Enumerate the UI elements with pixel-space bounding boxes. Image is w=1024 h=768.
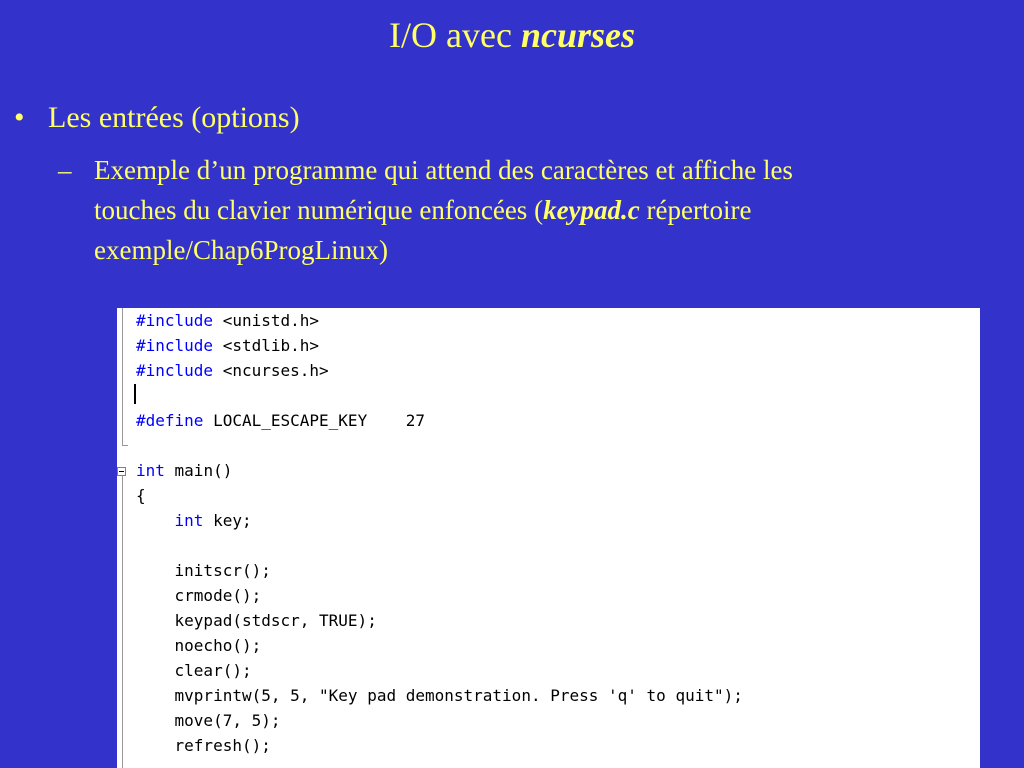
- code-keyword: #include: [136, 361, 214, 380]
- code-line: [136, 733, 271, 758]
- code-line: [136, 608, 377, 633]
- bullet-line-3: exemple/Chap6ProgLinux): [94, 235, 388, 265]
- code-text: mvprintw(5, 5, "Key pad demonstration. Press 'q' to quit");: [174, 686, 743, 705]
- code-line: [136, 658, 252, 683]
- code-text: keypad(stdscr, TRUE);: [174, 611, 377, 630]
- code-line: [136, 583, 261, 608]
- code-text: <ncurses.h>: [213, 361, 329, 380]
- bullet-line-2-end: répertoire: [639, 195, 752, 225]
- code-text: key;: [203, 511, 252, 530]
- bullet-text: Les entrées (options): [48, 101, 300, 134]
- title-emphasis: ncurses: [520, 15, 635, 55]
- code-text: <unistd.h>: [213, 311, 320, 330]
- code-indent: [136, 561, 175, 580]
- code-text: clear();: [174, 661, 252, 680]
- code-text: crmode();: [174, 586, 262, 605]
- code-keyword: int: [136, 461, 165, 480]
- text-cursor: [134, 384, 136, 404]
- code-line: [136, 308, 319, 333]
- fold-gutter-end: [122, 445, 128, 446]
- bullet-line-2: [94, 190, 1008, 230]
- bullet-level-2: [58, 150, 1008, 270]
- code-keyword: #include: [136, 336, 214, 355]
- code-line: [136, 358, 329, 383]
- code-indent: [136, 611, 175, 630]
- code-text: refresh();: [174, 736, 271, 755]
- code-line: [136, 708, 281, 733]
- title-prefix: I/O avec: [389, 15, 521, 55]
- bullet-line-2-start: touches du clavier numérique enfoncées (: [94, 195, 544, 225]
- code-text: initscr();: [174, 561, 271, 580]
- code-indent: [136, 511, 175, 530]
- code-text: main(): [164, 461, 233, 480]
- code-text: <stdlib.h>: [213, 336, 320, 355]
- code-line: [136, 333, 319, 358]
- code-text: move(7, 5);: [174, 711, 281, 730]
- code-indent: [136, 686, 175, 705]
- code-text: LOCAL_ESCAPE_KEY 27: [203, 411, 425, 430]
- code-line: [136, 683, 743, 708]
- fold-gutter-line: [122, 476, 123, 768]
- code-screenshot: [117, 308, 980, 768]
- code-line: [136, 458, 232, 483]
- filename-emphasis: keypad.c: [543, 195, 640, 225]
- code-keyword: #include: [136, 311, 214, 330]
- code-keyword: int: [174, 511, 204, 530]
- code-line: [136, 633, 261, 658]
- code-line: [136, 408, 425, 433]
- code-text: noecho();: [174, 636, 262, 655]
- code-keyword: #define: [136, 411, 204, 430]
- code-indent: [136, 661, 175, 680]
- code-line: [136, 508, 252, 533]
- bullet-marker: •: [14, 101, 25, 134]
- bullet-body: [94, 150, 1008, 270]
- code-indent: [136, 711, 175, 730]
- code-indent: [136, 636, 175, 655]
- slide-title: [0, 10, 1024, 60]
- bullet-level-1: [14, 98, 300, 138]
- code-indent: [136, 736, 175, 755]
- fold-gutter-line: [122, 308, 123, 445]
- bullet-line-1: Exemple d’un programme qui attend des caractères et affiche les: [94, 155, 793, 185]
- code-text: {: [136, 486, 146, 505]
- dash-marker: –: [58, 155, 72, 185]
- collapse-icon[interactable]: [117, 467, 126, 476]
- code-line: [136, 483, 146, 508]
- code-indent: [136, 586, 175, 605]
- code-line: [136, 558, 271, 583]
